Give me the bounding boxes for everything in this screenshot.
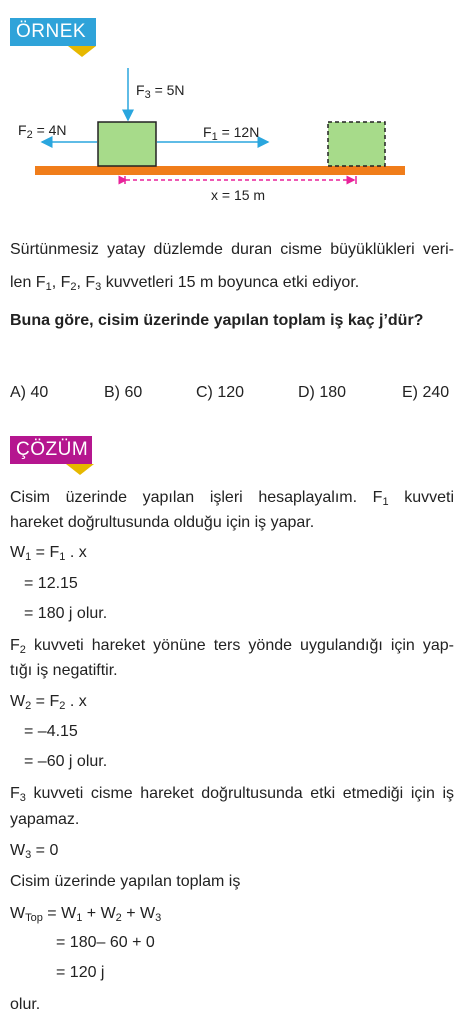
horizontal-plane bbox=[35, 166, 405, 175]
f3-label: $F_3 = 5N$ bbox=[136, 82, 185, 101]
option-b[interactable]: B) 60 bbox=[104, 384, 143, 401]
w2-step-2: = –60 j olur. bbox=[24, 753, 108, 770]
w3-equation: $W_3 = 0$ bbox=[10, 842, 59, 861]
wtop-step-2: = 120 j bbox=[56, 964, 105, 981]
f1-label: $F_1 = 12N$ bbox=[203, 124, 260, 143]
solution-p3-line1: $F_3$ kuvveti cisme hareket doğrultusunda etki etmediği için iş bbox=[10, 785, 454, 804]
w2-step-1: = –4.15 bbox=[24, 723, 78, 740]
w1-equation: $W_1 = F_1$ . x bbox=[10, 544, 87, 563]
example-badge-accent bbox=[68, 46, 96, 57]
solution-p2-line1: $F_2$ kuvveti hareket yönüne ters yönde uygulandığı için yap- bbox=[10, 637, 454, 656]
solution-p3-line2: yapamaz. bbox=[10, 811, 80, 828]
question-prompt: Buna göre, cisim üzerinde yapılan toplam iş kaç j’dür? bbox=[10, 312, 424, 329]
question-line-1: Sürtünmesiz yatay düzlemde duran cisme büyüklükleri veri- bbox=[10, 241, 454, 258]
force-diagram bbox=[0, 60, 465, 210]
distance-label: x = 15 m bbox=[211, 187, 266, 203]
example-badge-label: ÖRNEK bbox=[10, 18, 96, 46]
f2-label: $F_2 = 4N$ bbox=[18, 122, 67, 141]
option-e[interactable]: E) 240 bbox=[402, 384, 450, 401]
wtop-equation: $W_{Top} = W_1 + W_2 + W_3$ bbox=[10, 905, 162, 924]
solution-badge-label: ÇÖZÜM bbox=[10, 436, 92, 464]
solution-p1-line1: Cisim üzerinde yapılan işleri hesaplayalım. $F_1$ kuvveti bbox=[10, 489, 454, 508]
solution-p4: Cisim üzerinde yapılan toplam iş bbox=[10, 873, 241, 890]
option-c[interactable]: C) 120 bbox=[196, 384, 245, 401]
w2-equation: $W_2 = F_2$ . x bbox=[10, 693, 87, 712]
w1-step-1: = 12.15 bbox=[24, 575, 78, 592]
wtop-step-1: = 180– 60 + 0 bbox=[56, 934, 155, 951]
block-final bbox=[328, 122, 385, 166]
block-initial bbox=[98, 122, 156, 166]
solution-p2-line2: tığı iş negatiftir. bbox=[10, 662, 118, 679]
option-a[interactable]: A) 40 bbox=[10, 384, 49, 401]
option-d[interactable]: D) 180 bbox=[298, 384, 347, 401]
solution-badge-accent bbox=[66, 464, 94, 475]
solution-p1-line2: hareket doğrultusunda olduğu için iş yapar. bbox=[10, 514, 315, 531]
solution-final: olur. bbox=[10, 996, 41, 1013]
w1-step-2: = 180 j olur. bbox=[24, 605, 108, 622]
question-line-2: len $F_1$, $F_2$, $F_3$ kuvvetleri 15 m boyunca etki ediyor. bbox=[10, 274, 360, 293]
